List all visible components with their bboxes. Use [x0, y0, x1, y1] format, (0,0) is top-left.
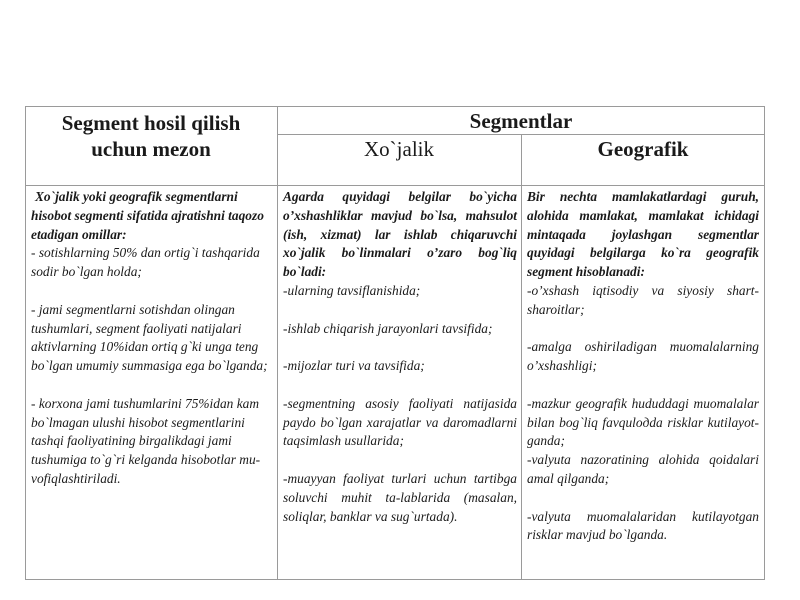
header-economic: Xo`jalik [364, 137, 434, 161]
economic-item-4: ‐segmentning asosiy faoliyati natijasida paydo bo`lgan xarajatlar va daromadlarni taqsimlash usullarida; [283, 395, 517, 449]
criterion-item-1: ‐ sotishlarning 50% dan ortig`i tashqarida sodir bo`lgan holda; [31, 245, 260, 280]
economic-intro: Agarda quyidagi belgilar bo`yicha o’xshashliklar mavjud bo`lsa, mahsulot (ish, xizmat) lar ishlab chiqaruvchi xo`jalik bo`linmalari o’zaro bog`liq bo`ladi: [283, 189, 517, 280]
criterion-item-3: ‐ korxona jami tushumlarini 75%idan kam bo`lmagan ulushi hisobot segmentlarini tashqi faoliyatining birgalikdagi jami tushumiga to`g`ri kelganda hisobotlar mu-vofiqlashtiriladi. [31, 395, 261, 486]
bullet-mark: ‐ [283, 470, 288, 486]
bullet-mark: ‐ [283, 358, 288, 374]
bullet-mark: ‐ [31, 245, 36, 261]
bullet-mark: ‐ [527, 452, 532, 468]
geographic-item-4: ‐valyuta nazoratining alohida qoidalari amal qilganda; [527, 452, 759, 486]
criterion-intro: Xo`jalik yoki geografik segmentlarni hisobot segmenti sifatida ajratishni taqozo etadigan omillar: [31, 189, 264, 242]
bullet-mark: ‐ [527, 339, 532, 355]
header-sub-divider [277, 134, 765, 135]
economic-cell [283, 188, 517, 526]
economic-item-3: ‐mijozlar turi va tavsifida; [283, 358, 425, 374]
header-bottom-divider [25, 185, 765, 186]
economic-item-2: ‐ishlab chiqarish jarayonlari tavsifida; [283, 320, 493, 336]
criterion-cell [31, 188, 272, 489]
geographic-cell [527, 188, 759, 545]
geographic-item-3: ‐mazkur geografik hududdagi muomalalar bilan bog`liq favquloдda risklar kutilayot-ganda; [527, 395, 759, 449]
geographic-item-1: ‐o’xshash iqtisodiy va siyosiy shart-sharoitlar; [527, 282, 759, 317]
geographic-item-2: ‐amalga oshiriladigan muomalalarning o’xshashligi; [527, 339, 759, 374]
criterion-item-2: ‐ jami segmentlarni sotishdan olingan tushumlari, segment faoliyati natijalari aktivlarning 10%idan ortiq g`ki unga teng bo`lgan umumiy summasiga ega bo`lganda; [31, 301, 268, 374]
geographic-item-5: ‐valyuta muomalalaridan kutilayotgan risklar mavjud bo`lganda. [527, 508, 759, 543]
bullet-mark: ‐ [527, 395, 532, 411]
header-criterion: Segment hosil qilish uchun mezon [61, 111, 241, 161]
bullet-mark: ‐ [283, 282, 288, 298]
bullet-mark: ‐ [527, 282, 532, 298]
bullet-mark: ‐ [527, 508, 532, 524]
bullet-mark: ‐ [31, 395, 36, 411]
bullet-mark: ‐ [283, 320, 288, 336]
bullet-mark: ‐ [31, 301, 36, 317]
column-divider-1 [277, 106, 278, 580]
header-geographic: Geografik [597, 137, 689, 161]
bullet-mark: ‐ [283, 395, 288, 411]
column-divider-2 [521, 134, 522, 580]
header-segments: Segmentlar [469, 109, 573, 133]
geographic-intro: Bir nechta mamlakatlardagi guruh, alohida mamlakat, mamlakat ichidagi mintaqada joylashgan segmentlar quyidagi belgilarga ko`ra geografik segment hisoblanadi: [527, 189, 759, 280]
economic-item-1: ‐ularning tavsiflanishida; [283, 282, 421, 298]
economic-item-5: ‐muayyan faoliyat turlari uchun tartibga soluvchi muhit ta-lablarida (masalan, soliqlar, banklar va sug`urtada). [283, 470, 517, 524]
